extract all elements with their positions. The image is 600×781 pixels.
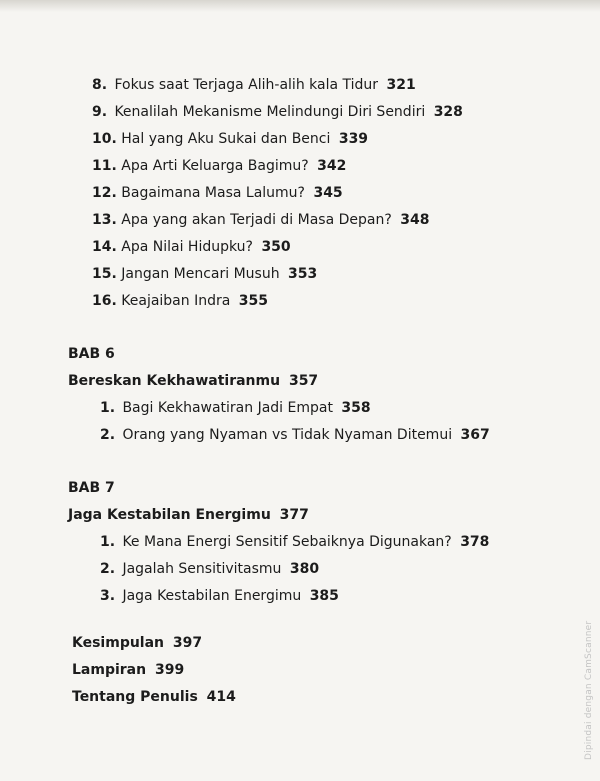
toc-lampiran[interactable] [72, 661, 184, 679]
entry-title: Ke Mana Energi Sensitif Sebaiknya Digunakan? [122, 534, 452, 550]
section-title: Kesimpulan [72, 635, 165, 651]
entry-number: 14. [92, 239, 117, 255]
entry-title: Hal yang Aku Sukai dan Benci [121, 131, 331, 147]
scan-top-edge [0, 0, 600, 12]
toc-entry-14[interactable] [92, 238, 291, 256]
entry-page: 353 [288, 266, 318, 282]
entry-title: Keajaiban Indra [121, 293, 231, 309]
entry-number: 11. [92, 158, 117, 174]
entry-page: 385 [309, 588, 339, 604]
toc-entry-7-2[interactable] [100, 560, 319, 578]
entry-page: 378 [460, 534, 490, 550]
entry-title: Bagaimana Masa Lalumu? [121, 185, 305, 201]
entry-number: 9. [92, 104, 108, 120]
entry-number: 12. [92, 185, 117, 201]
toc-entry-13[interactable] [92, 211, 429, 229]
entry-number: 13. [92, 212, 117, 228]
chapter-6-title[interactable] [68, 372, 318, 390]
entry-number: 1. [100, 400, 116, 416]
entry-number: 16. [92, 293, 117, 309]
toc-entry-15[interactable] [92, 265, 317, 283]
entry-title: Apa Nilai Hidupku? [121, 239, 253, 255]
entry-page: 321 [386, 77, 416, 93]
entry-title: Jagalah Sensitivitasmu [122, 561, 282, 577]
entry-page: 345 [313, 185, 343, 201]
entry-title: Apa Arti Keluarga Bagimu? [121, 158, 309, 174]
section-page: 399 [154, 662, 185, 678]
entry-title: Bagi Kekhawatiran Jadi Empat [122, 400, 333, 416]
chapter-title: Bereskan Kekhawatiranmu [68, 373, 281, 389]
entry-page: 348 [400, 212, 430, 228]
entry-number: 2. [100, 561, 116, 577]
entry-page: 339 [338, 131, 369, 147]
toc-entry-16[interactable] [92, 292, 268, 310]
toc-entry-6-1[interactable] [100, 399, 371, 417]
entry-title: Kenalilah Mekanisme Melindungi Diri Sendiri [114, 104, 426, 120]
toc-entry-7-1[interactable] [100, 533, 489, 551]
entry-page: 367 [460, 427, 490, 443]
entry-page: 342 [317, 158, 347, 174]
chapter-title: Jaga Kestabilan Energimu [68, 507, 271, 523]
chapter-page: 377 [279, 507, 309, 523]
entry-number: 8. [92, 77, 108, 93]
entry-page: 350 [261, 239, 291, 255]
toc-entry-10[interactable] [92, 130, 368, 148]
entry-number: 3. [100, 588, 116, 604]
chapter-page: 357 [288, 373, 319, 389]
entry-page: 328 [433, 104, 463, 120]
section-title: Lampiran [72, 662, 147, 678]
chapter-7-label: BAB 7 [68, 480, 115, 496]
entry-title: Orang yang Nyaman vs Tidak Nyaman Ditemui [122, 427, 453, 443]
chapter-6-label: BAB 6 [68, 346, 115, 362]
entry-number: 10. [92, 131, 117, 147]
toc-entry-12[interactable] [92, 184, 343, 202]
entry-number: 1. [100, 534, 116, 550]
entry-number: 2. [100, 427, 116, 443]
scanner-watermark: Dipindai dengan CamScanner [584, 620, 594, 760]
toc-entry-11[interactable] [92, 157, 346, 175]
entry-title: Jangan Mencari Musuh [121, 266, 280, 282]
toc-entry-9[interactable] [92, 103, 463, 121]
toc-kesimpulan[interactable] [72, 634, 202, 652]
toc-entry-6-2[interactable] [100, 426, 490, 444]
toc-tentang-penulis[interactable] [72, 688, 236, 706]
entry-page: 380 [289, 561, 320, 577]
entry-page: 358 [341, 400, 371, 416]
entry-title: Fokus saat Terjaga Alih-alih kala Tidur [114, 77, 379, 93]
section-title: Tentang Penulis [72, 689, 198, 705]
toc-entry-8[interactable] [92, 76, 416, 94]
entry-number: 15. [92, 266, 117, 282]
section-page: 414 [206, 689, 236, 705]
entry-title: Apa yang akan Terjadi di Masa Depan? [121, 212, 392, 228]
entry-title: Jaga Kestabilan Energimu [122, 588, 302, 604]
section-page: 397 [172, 635, 203, 651]
entry-page: 355 [238, 293, 268, 309]
toc-entry-7-3[interactable] [100, 587, 339, 605]
chapter-7-title[interactable] [68, 506, 309, 524]
